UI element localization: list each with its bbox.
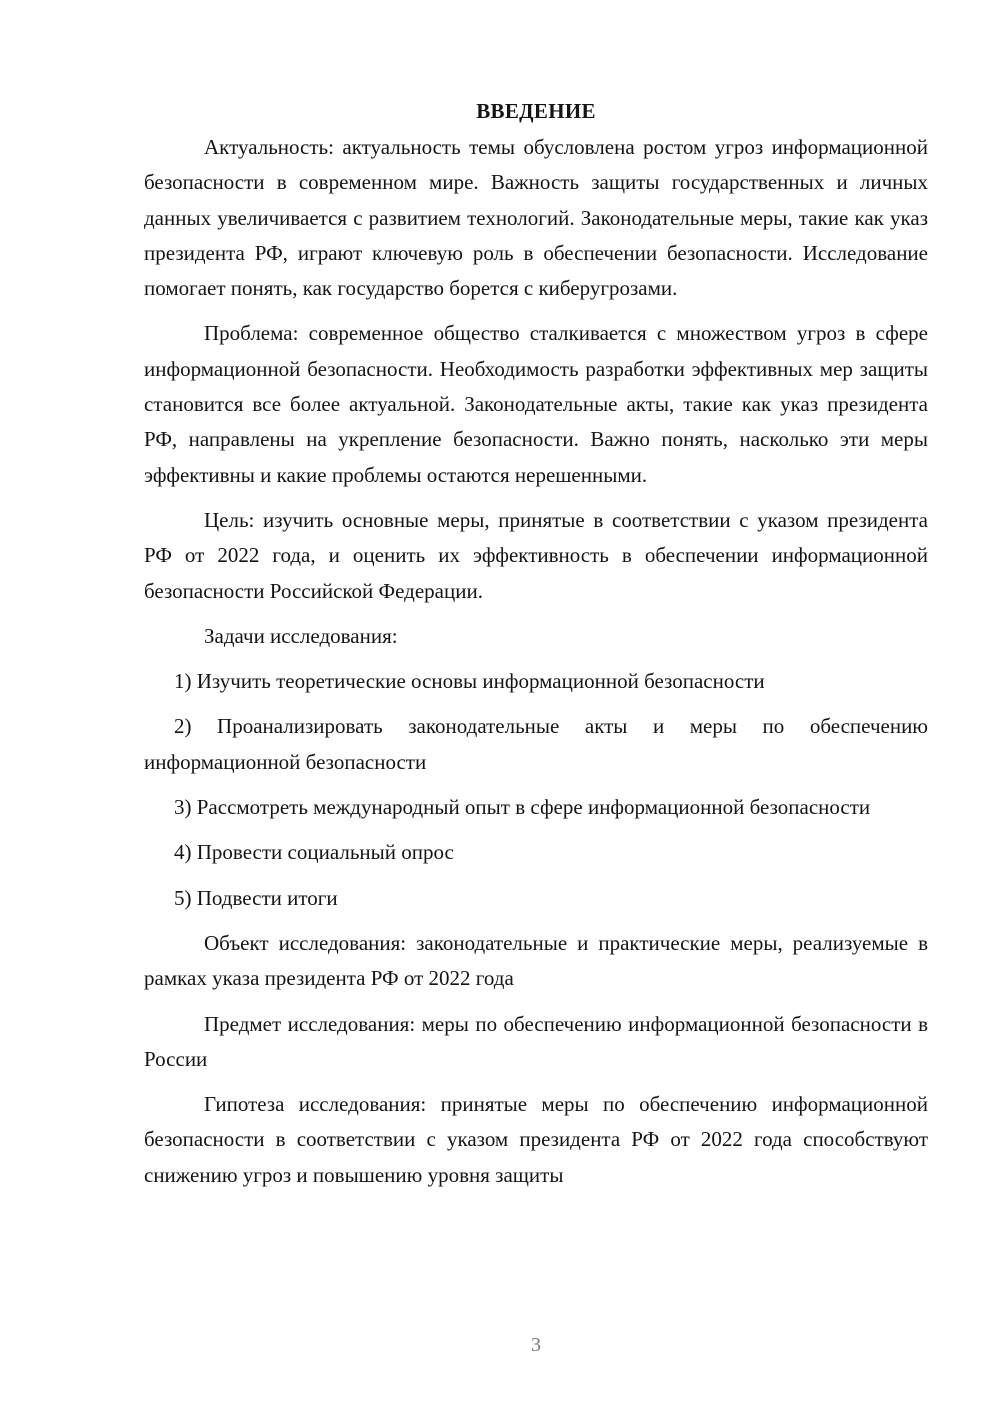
paragraph-relevance: Актуальность: актуальность темы обусловлена ростом угроз информационной безопасности в современном мире. Важность защиты государственных и личных данных увеличивается с развитием технологий. Законодательные меры, такие как указ президента РФ, играют ключевую роль в обеспечении безопасности. Исследование помогает понять, как государство борется с киберугрозами. bbox=[144, 135, 928, 301]
paragraph-subject: Предмет исследования: меры по обеспечению информационной безопасности в России bbox=[144, 1011, 928, 1071]
paragraph-goal: Цель: изучить основные меры, принятые в соответствии с указом президента РФ от 2022 года, и оценить их эффективность в обеспечении информационной безопасности Российской Федерации. bbox=[144, 507, 928, 603]
task-item-5: 5) Подвести итоги bbox=[174, 885, 338, 910]
paragraph-tasks-intro: Задачи исследования: bbox=[204, 623, 398, 648]
paragraph-object: Объект исследования: законодательные и практические меры, реализуемые в рамках указа президента РФ от 2022 года bbox=[144, 930, 928, 991]
page-number: 3 bbox=[531, 1334, 541, 1356]
document-body bbox=[144, 92, 928, 1203]
task-item-3: 3) Рассмотреть международный опыт в сфере информационной безопасности bbox=[174, 795, 871, 820]
paragraph-problem: Проблема: современное общество сталкивается с множеством угроз в сфере информационной безопасности. Необходимость разработки эффективных мер защиты становится все более актуальной. Законодательные акты, такие как указ президента РФ, направлены на укрепление безопасности. Важно понять, насколько эти меры эффективны и какие проблемы остаются нерешенными. bbox=[144, 321, 928, 487]
paragraph-hypothesis: Гипотеза исследования: принятые меры по обеспечению информационной безопасности в соответствии с указом президента РФ от 2022 года способствуют снижению угроз и повышению уровня защиты bbox=[144, 1092, 928, 1187]
task-item-1: 1) Изучить теоретические основы информационной безопасности bbox=[174, 669, 765, 694]
section-heading: ВВЕДЕНИЕ bbox=[476, 99, 596, 123]
task-item-2: 2) Проанализировать законодательные акты и меры по обеспечению информационной безопасности bbox=[144, 714, 928, 774]
task-item-4: 4) Провести социальный опрос bbox=[174, 840, 454, 865]
